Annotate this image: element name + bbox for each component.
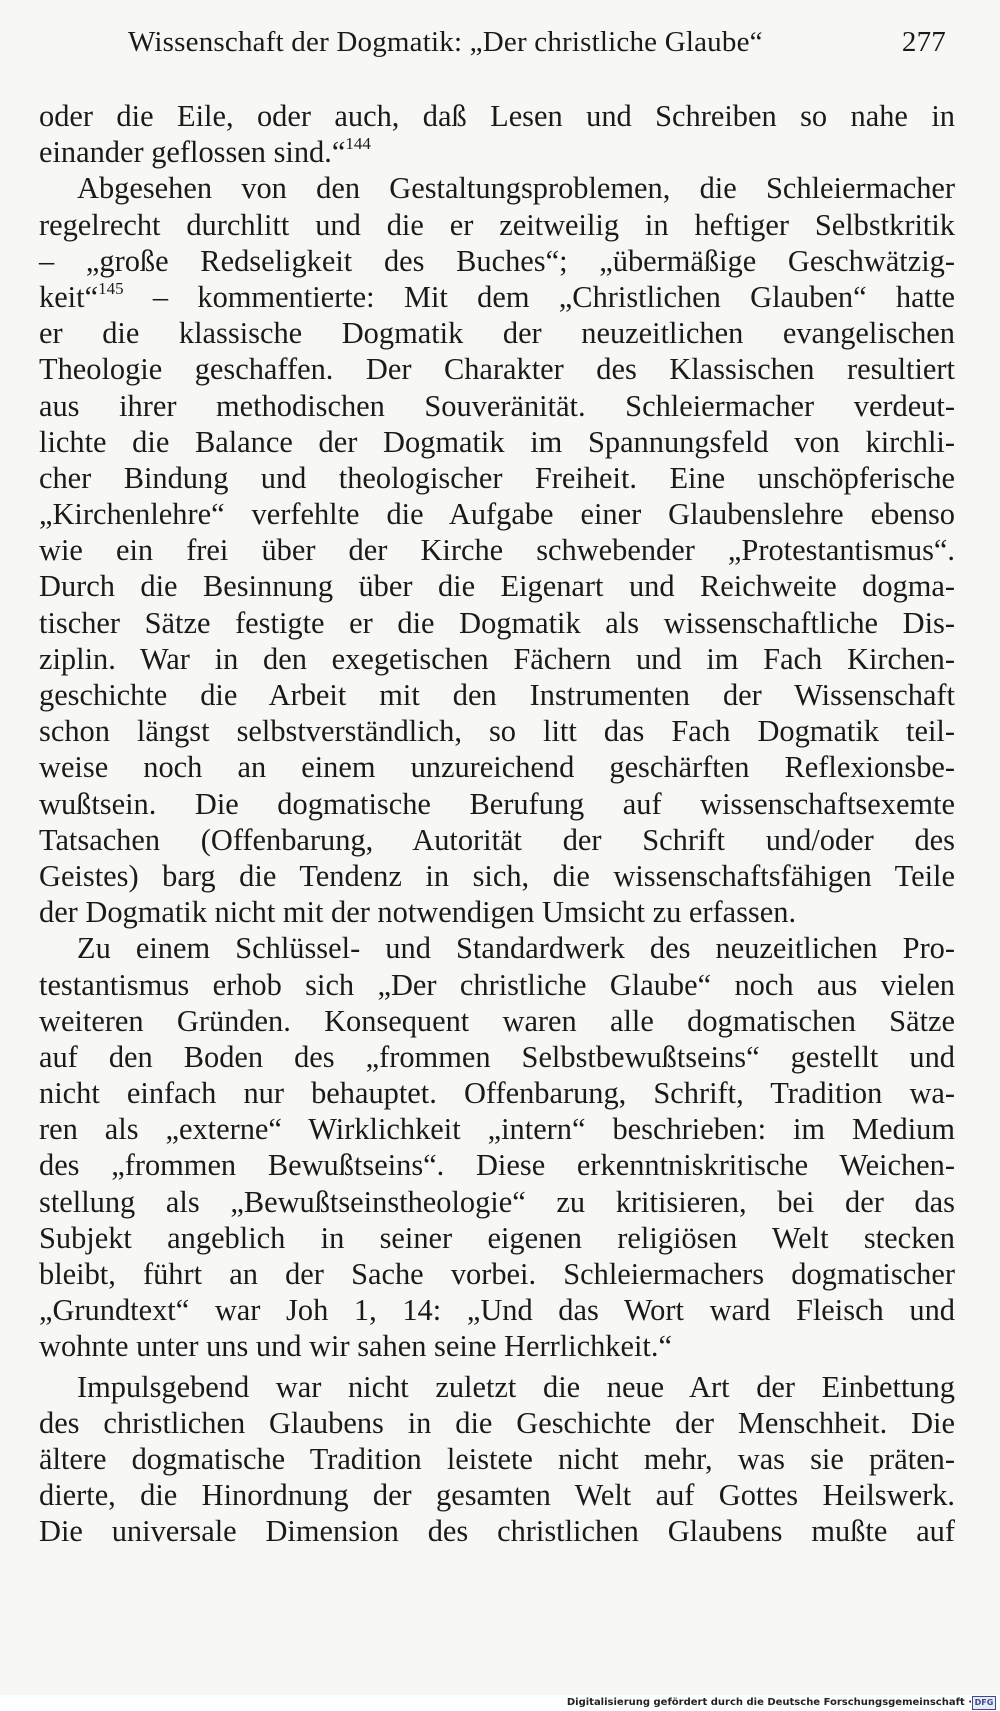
text-line: dierte, die Hinordnung der gesamten Welt auf Gottes Heilswerk. bbox=[39, 1478, 955, 1513]
text-line: „Kirchenlehre“ verfehlte die Aufgabe einer Glaubenslehre ebenso bbox=[39, 497, 955, 532]
body-text bbox=[39, 98, 955, 1550]
text-line: ziplin. War in den exegetischen Fächern und im Fach Kirchen- bbox=[39, 641, 955, 676]
running-head bbox=[128, 26, 946, 66]
text-line: des christlichen Glaubens in die Geschichte der Menschheit. Die bbox=[39, 1405, 955, 1440]
text-line: aus ihrer methodischen Souveränität. Schleiermacher verdeut- bbox=[39, 388, 955, 423]
text-line: Geistes) barg die Tendenz in sich, die wissenschaftsfähigen Teile bbox=[39, 858, 955, 893]
text-line-content: – kommentierte: Mit dem „Christlichen Glauben“ hatte bbox=[123, 279, 955, 314]
text-line: weise noch an einem unzureichend geschärften Reflexionsbe- bbox=[39, 750, 955, 785]
text-line: des „frommen Bewußtseins“. Diese erkenntniskritische Weichen- bbox=[39, 1148, 955, 1183]
text-line bbox=[39, 134, 955, 170]
footnote-ref-145: 145 bbox=[98, 278, 124, 298]
text-line: Theologie geschaffen. Der Charakter des Klassischen resultiert bbox=[39, 352, 955, 387]
footnote-ref-144: 144 bbox=[345, 134, 371, 154]
text-line: Impulsgebend war nicht zuletzt die neue Art der Einbettung bbox=[77, 1369, 955, 1404]
text-line: stellung als „Bewußtseinstheologie“ zu kritisieren, bei der das bbox=[39, 1184, 955, 1219]
text-line: Durch die Besinnung über die Eigenart und Reichweite dogma- bbox=[39, 569, 955, 604]
text-line: ältere dogmatische Tradition leistete nicht mehr, was sie präten- bbox=[39, 1441, 955, 1476]
text-line: lichte die Balance der Dogmatik im Spannungsfeld von kirchli- bbox=[39, 424, 955, 459]
text-line: cher Bindung und theologischer Freiheit. Eine unschöpferische bbox=[39, 460, 955, 495]
text-line: auf den Boden des „frommen Selbstbewußtseins“ gestellt und bbox=[39, 1039, 955, 1074]
text-line: wußtsein. Die dogmatische Berufung auf wissenschaftsexemte bbox=[39, 786, 955, 821]
text-line: – „große Redseligkeit des Buches“; „übermäßige Geschwätzig- bbox=[39, 243, 955, 278]
text-line: wohnte unter uns und wir sahen seine Herrlichkeit.“ bbox=[39, 1329, 672, 1364]
text-line: regelrecht durchlitt und die er zeitweilig in heftiger Selbstkritik bbox=[39, 207, 955, 242]
text-line: der Dogmatik nicht mit der notwendigen Umsicht zu erfassen. bbox=[39, 895, 797, 930]
running-title: Wissenschaft der Dogmatik: „Der christliche Glaube“ bbox=[128, 26, 763, 58]
dfg-logo-icon: DFG bbox=[972, 1696, 996, 1710]
page-number: 277 bbox=[901, 26, 946, 58]
text-line: testantismus erhob sich „Der christliche Glaube“ noch aus vielen bbox=[39, 967, 955, 1002]
text-line: er die klassische Dogmatik der neuzeitlichen evangelischen bbox=[39, 316, 955, 351]
text-line: tischer Sätze festigte er die Dogmatik als wissenschaftliche Dis- bbox=[39, 605, 955, 640]
text-line: schon längst selbstverständlich, so litt das Fach Dogmatik teil- bbox=[39, 714, 955, 749]
text-line-content: einander geflossen sind.“ bbox=[39, 135, 346, 170]
text-line: bleibt, führt an der Sache vorbei. Schleiermachers dogmatischer bbox=[39, 1257, 955, 1291]
text-line: Abgesehen von den Gestaltungsproblemen, die Schleiermacher bbox=[77, 171, 955, 206]
text-line bbox=[39, 279, 955, 315]
text-line: Tatsachen (Offenbarung, Autorität der Schrift und/oder des bbox=[39, 822, 955, 857]
footer-credit: Digitalisierung gefördert durch die Deutsche Forschungsgemeinschaft · bbox=[566, 1697, 972, 1708]
text-line-content: keit“ bbox=[39, 279, 99, 314]
text-line: oder die Eile, oder auch, daß Lesen und Schreiben so nahe in bbox=[39, 99, 955, 133]
text-line: ren als „externe“ Wirklichkeit „intern“ beschrieben: im Medium bbox=[39, 1112, 955, 1147]
text-line: wie ein frei über der Kirche schwebender „Protestantismus“. bbox=[39, 533, 955, 568]
text-line: weiteren Gründen. Konsequent waren alle dogmatischen Sätze bbox=[39, 1003, 955, 1038]
text-line: Subjekt angeblich in seiner eigenen religiösen Welt stecken bbox=[39, 1220, 955, 1255]
text-line: „Grundtext“ war Joh 1, 14: „Und das Wort ward Fleisch und bbox=[39, 1293, 955, 1328]
text-line: nicht einfach nur behauptet. Offenbarung, Schrift, Tradition wa- bbox=[39, 1076, 955, 1111]
text-line: Die universale Dimension des christlichen Glaubens mußte auf bbox=[39, 1514, 955, 1549]
text-line: Zu einem Schlüssel- und Standardwerk des neuzeitlichen Pro- bbox=[77, 931, 955, 966]
text-line: geschichte die Arbeit mit den Instrumenten der Wissenschaft bbox=[39, 678, 955, 712]
